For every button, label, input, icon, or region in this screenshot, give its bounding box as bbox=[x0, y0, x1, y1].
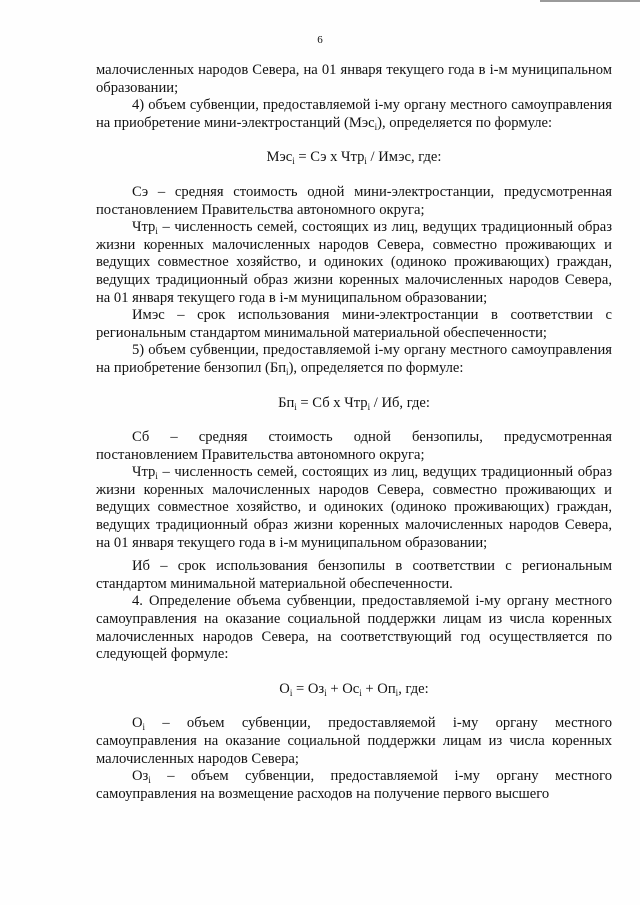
paragraph: 5) объем субвенции, предоставляемой i-му органу местного самоуправления на приобретение бензопил $(Бп_i)$, определяется по формуле: bbox=[96, 342, 612, 377]
document-body bbox=[96, 62, 612, 803]
paragraph: $О_i$ – объем субвенции, предоставляемой i-му органу местного самоуправления на оказание социальной поддержки лицам из числа коренных малочисленных народов Севера; bbox=[96, 715, 612, 767]
paragraph: Иб – срок использования бензопилы в соответствии с региональным стандартом минимальной материальной обеспеченности. bbox=[96, 558, 612, 592]
paragraph: 4) объем субвенции, предоставляемой i-му органу местного самоуправления на приобретение мини-электростанций (Мэс$_i$), определяется по формуле: bbox=[96, 97, 612, 132]
paragraph: Имэс – срок использования мини-электростанции в соответствии с региональным стандартом минимальной материальной обеспеченности; bbox=[96, 307, 612, 341]
scan-edge-mark bbox=[540, 0, 640, 2]
formula-bp: $Бп_i$ = Сб x Чтр$_i$ / Иб, где: bbox=[278, 394, 430, 412]
formula-mes: Мэс$_i$ = Сэ x Чтр$_i$ / Имэс, где: bbox=[266, 149, 442, 167]
page-number: 6 bbox=[317, 34, 323, 46]
paragraph: $Оз_i$ – объем субвенции, предоставляемой i-му органу местного самоуправления на возмещение расходов на получение первого высшего bbox=[96, 768, 612, 802]
paragraph: Сэ – средняя стоимость одной мини-электростанции, предусмотренная постановлением Правительства автономного округа; bbox=[96, 183, 612, 218]
formula-o: $О_i = Оз_i + Ос_i + Оп_i$, где: bbox=[279, 680, 429, 698]
paragraph: Сб – средняя стоимость одной бензопилы, предусмотренная постановлением Правительства автономного округа; bbox=[96, 429, 612, 463]
paragraph: Чтр$_i$ – численность семей, состоящих из лиц, ведущих традиционный образ жизни коренных малочисленных народов Севера, совместно проживающих и ведущих совместное хозяйство, и одиноких (одиноко проживающих) граждан, ведущих традиционный образ жизни коренных малочисленных народов Севера, на 01 января текущего года в i-м муниципальном образовании; bbox=[96, 464, 612, 551]
paragraph: Чтр$_i$ – численность семей, состоящих из лиц, ведущих традиционный образ жизни коренных малочисленных народов Севера, совместно проживающих и ведущих совместное хозяйство, и одиноких (одиноко проживающих) граждан, ведущих традиционный образ жизни коренных малочисленных народов Севера, на 01 января текущего года в i-м муниципальном образовании; bbox=[96, 219, 612, 306]
paragraph: малочисленных народов Севера, на 01 января текущего года в i-м муниципальном образовании; bbox=[96, 62, 612, 96]
paragraph: 4. Определение объема субвенции, предоставляемой i-му органу местного самоуправления на оказание социальной поддержки лицам из числа коренных малочисленных народов Севера, на соответствующий год осуществляется по следующей формуле: bbox=[96, 593, 612, 663]
